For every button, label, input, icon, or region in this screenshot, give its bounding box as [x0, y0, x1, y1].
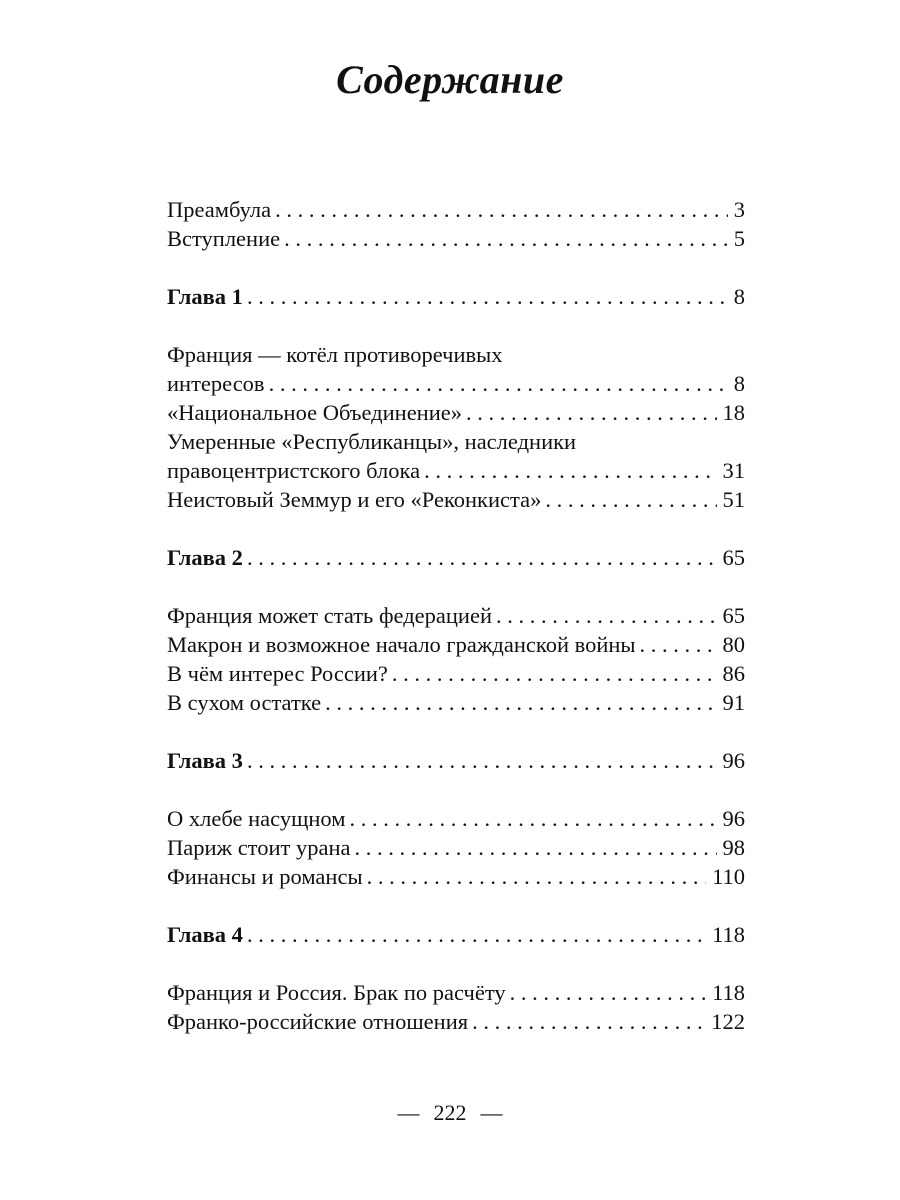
dot-leader	[247, 282, 728, 311]
toc-entry-title: О хлебе насущном	[167, 806, 346, 831]
toc-entry-title: Вступление	[167, 226, 281, 251]
toc-entry-russia-interest[interactable]	[167, 659, 745, 688]
toc-entry-daily-bread[interactable]	[167, 804, 745, 833]
toc-entry-page: 122	[711, 1009, 745, 1034]
toc-entry-zemmour[interactable]	[167, 485, 745, 514]
dot-leader	[284, 224, 728, 253]
toc-entry-title: Преамбула	[167, 197, 272, 222]
dot-leader	[325, 688, 716, 717]
toc-entry-title: Неистовый Земмур и его «Реконкиста»	[167, 487, 542, 512]
toc-entry-chapter-4[interactable]	[167, 920, 745, 949]
toc-entry-page: 110	[712, 864, 745, 889]
toc-entry-page: 118	[712, 980, 745, 1005]
toc-entry-page: 5	[733, 226, 745, 251]
toc-entry-page: 65	[722, 603, 745, 628]
toc-entry-title: Глава 2	[167, 545, 243, 570]
toc-entry-title: Париж стоит урана	[167, 835, 351, 860]
dot-leader	[247, 543, 717, 572]
dot-leader	[350, 804, 717, 833]
dot-leader	[545, 485, 716, 514]
dot-leader	[247, 920, 706, 949]
toc-entry-title: «Национальное Объединение»	[167, 400, 463, 425]
toc-entry-title: В чём интерес России?	[167, 661, 388, 686]
page-number: 222	[433, 1100, 467, 1125]
toc-entry-page: 86	[722, 661, 745, 686]
toc-entry-federation[interactable]	[167, 601, 745, 630]
toc-entry-title-line2: интересов	[167, 371, 265, 396]
dot-leader	[392, 659, 717, 688]
toc-entry-page: 18	[722, 400, 745, 425]
toc-entry-republicans[interactable]	[167, 427, 745, 485]
toc-entry-macron-civil-war[interactable]	[167, 630, 745, 659]
toc-entry-page: 3	[733, 197, 745, 222]
toc-entry-page: 31	[722, 458, 745, 483]
toc-entry-chapter-1[interactable]	[167, 282, 745, 311]
toc-entry-page: 80	[722, 632, 745, 657]
toc-entry-title: Франко-российские отношения	[167, 1009, 469, 1034]
dot-leader	[354, 833, 716, 862]
toc-entry-paris-uranium[interactable]	[167, 833, 745, 862]
toc-entry-bottom-line[interactable]	[167, 688, 745, 717]
toc-entry-title: Франция и Россия. Брак по расчёту	[167, 980, 506, 1005]
dot-leader	[269, 369, 728, 398]
footer-dash-right: —	[480, 1100, 503, 1125]
toc-entry-title-line2: правоцентристского блока	[167, 458, 421, 483]
toc-entry-national-rally[interactable]	[167, 398, 745, 427]
toc-entry-page: 8	[733, 371, 745, 396]
toc-entry-page: 118	[712, 922, 745, 947]
toc-entry-page: 8	[733, 284, 745, 309]
toc-entry-page: 91	[722, 690, 745, 715]
toc-entry-page: 51	[722, 487, 745, 512]
toc-entry-title: Франция может стать федерацией	[167, 603, 492, 628]
dot-leader	[424, 456, 716, 485]
toc-entry-title: Макрон и возможное начало гражданской войны	[167, 632, 636, 657]
dot-leader	[367, 862, 707, 891]
page-title: Содержание	[336, 57, 564, 102]
dot-leader	[496, 601, 717, 630]
toc-entry-france-cauldron[interactable]	[167, 340, 745, 398]
toc-entry-page: 96	[722, 748, 745, 773]
footer-dash-left: —	[397, 1100, 420, 1125]
dot-leader	[640, 630, 717, 659]
toc-entry-preamble[interactable]	[167, 195, 745, 224]
toc-entry-franco-russian-relations[interactable]	[167, 1007, 745, 1036]
toc-entry-title: Глава 4	[167, 922, 243, 947]
toc-entry-marriage-convenience[interactable]	[167, 978, 745, 1007]
table-of-contents	[167, 195, 745, 1036]
toc-entry-title: Глава 3	[167, 748, 243, 773]
toc-entry-title-line1: Умеренные «Республиканцы», наследники	[167, 429, 577, 454]
toc-entry-finances-romances[interactable]	[167, 862, 745, 891]
toc-entry-page: 98	[722, 835, 745, 860]
dot-leader	[510, 978, 706, 1007]
toc-entry-page: 96	[722, 806, 745, 831]
dot-leader	[247, 746, 717, 775]
dot-leader	[275, 195, 728, 224]
toc-entry-chapter-3[interactable]	[167, 746, 745, 775]
page-footer	[0, 1100, 900, 1126]
toc-entry-title: В сухом остатке	[167, 690, 322, 715]
dot-leader	[472, 1007, 705, 1036]
toc-entry-title: Финансы и романсы	[167, 864, 363, 889]
toc-entry-page: 65	[722, 545, 745, 570]
toc-entry-title: Глава 1	[167, 284, 243, 309]
toc-entry-title-line1: Франция — котёл противоречивых	[167, 342, 503, 367]
toc-entry-chapter-2[interactable]	[167, 543, 745, 572]
toc-entry-introduction[interactable]	[167, 224, 745, 253]
dot-leader	[466, 398, 716, 427]
